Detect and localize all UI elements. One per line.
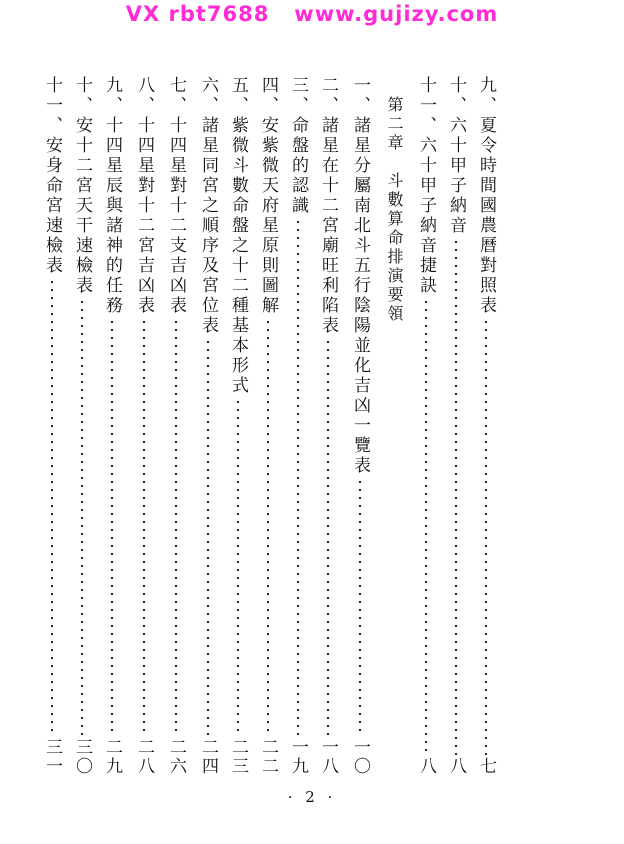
entry-title: 十一、六十甲子納音捷訣 — [416, 76, 436, 296]
entry-page: 三〇 — [72, 738, 92, 776]
entry-title: 二、諸星在十二宮廟旺利陷表 — [318, 76, 338, 336]
chapter-title: 第二章 斗數算命排演要領 — [385, 96, 404, 324]
toc-entry — [164, 76, 188, 776]
dot-leader — [348, 478, 372, 736]
dot-leader — [474, 318, 498, 755]
entry-page: 三一 — [42, 738, 62, 776]
dot-leader — [226, 398, 250, 736]
entry-title: 八、十四星對十二宮吉凶表 — [134, 76, 154, 316]
toc-entry — [100, 76, 124, 776]
entry-page: 一九 — [288, 738, 308, 776]
entry-page: 二四 — [198, 738, 218, 776]
toc-entry — [474, 76, 498, 776]
dot-leader — [414, 298, 438, 755]
entry-title: 七、十四星對十二支吉凶表 — [166, 76, 186, 316]
entry-page: 二三 — [228, 738, 248, 776]
toc-entry — [316, 76, 340, 776]
entry-title: 九、夏令時間國農曆對照表 — [476, 76, 496, 316]
toc-entry — [132, 76, 156, 776]
toc-entry — [256, 76, 280, 776]
dot-leader — [40, 278, 64, 736]
entry-page: 一八 — [318, 738, 338, 776]
entry-title: 四、安紫微天府星原則圖解 — [258, 76, 278, 316]
toc-entry — [348, 76, 372, 776]
entry-page: 八 — [416, 757, 436, 776]
toc-entry — [444, 76, 468, 776]
chapter-heading — [382, 96, 406, 796]
toc-entry — [286, 76, 310, 776]
toc-entry — [196, 76, 220, 776]
entry-title: 九、十四星辰與諸神的任務 — [102, 76, 122, 316]
dot-leader — [196, 338, 220, 736]
entry-page: 七 — [476, 757, 496, 776]
dot-leader — [256, 318, 280, 736]
dot-leader — [316, 338, 340, 736]
entry-page: 二九 — [102, 738, 122, 776]
entry-page: 一〇 — [350, 738, 370, 776]
entry-title: 十一、安身命宮速檢表 — [42, 76, 62, 276]
toc-entry — [40, 76, 64, 776]
toc-entry — [70, 76, 94, 776]
dot-leader — [132, 318, 156, 736]
dot-leader — [164, 318, 188, 736]
entry-page: 二六 — [166, 738, 186, 776]
entry-title: 五、紫微斗數命盤之十二種基本形式 — [228, 76, 248, 396]
entry-title: 六、諸星同宮之順序及宮位表 — [198, 76, 218, 336]
page-number: · 2 · — [287, 788, 337, 806]
entry-title: 一、諸星分屬南北斗五行陰陽並化吉凶一覽表 — [350, 76, 370, 476]
dot-leader — [286, 218, 310, 736]
entry-title: 三、命盤的認識 — [288, 76, 308, 216]
toc-entry — [414, 76, 438, 776]
entry-page: 八 — [446, 757, 466, 776]
entry-page: 二八 — [134, 738, 154, 776]
dot-leader — [444, 238, 468, 755]
dot-leader — [70, 298, 94, 736]
toc-entry — [226, 76, 250, 776]
entry-title: 十、安十二宮天干速檢表 — [72, 76, 92, 296]
watermark-text: VX rbt7688 www.gujizy.com — [125, 2, 499, 26]
dot-leader — [100, 318, 124, 736]
entry-page: 二二 — [258, 738, 278, 776]
entry-title: 十、六十甲子納音 — [446, 76, 466, 236]
